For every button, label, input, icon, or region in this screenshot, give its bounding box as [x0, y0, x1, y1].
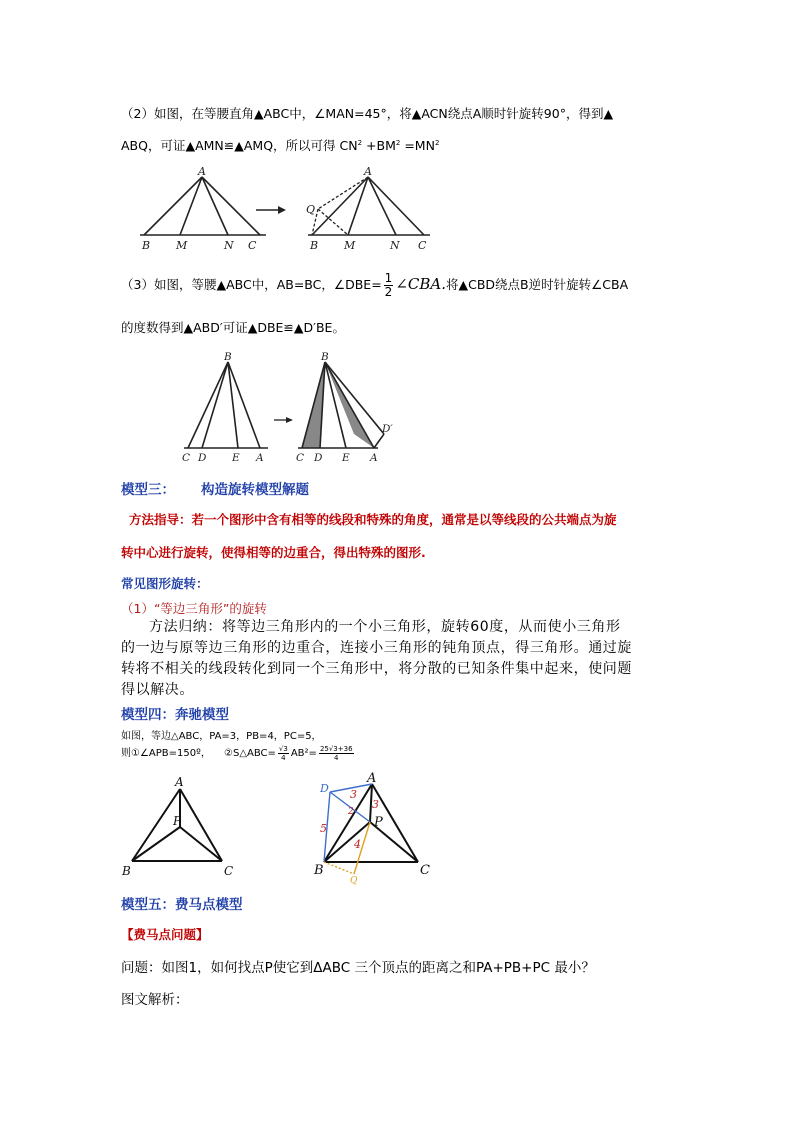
fig1-label-B: B — [142, 239, 151, 252]
fig2-label-Dprime: D′ — [382, 423, 393, 435]
benz-left-A: A — [175, 775, 184, 789]
benz-right-C: C — [420, 863, 430, 878]
benz-right-n4: 4 — [354, 838, 361, 851]
fig2-label-E2: E — [342, 452, 350, 464]
fig2-label-B: B — [224, 351, 232, 363]
model3-heading: 模型三： 构造旋转模型解题 — [121, 482, 309, 498]
benz-left-C: C — [224, 864, 234, 878]
benz-right-A: A — [367, 771, 377, 786]
fig1-label-A2: A — [364, 165, 372, 178]
s3-line1: （3）如图，等腰▲ABC中，AB=BC，∠DBE= $\frac{1}{2}$ ∠CBA.将▲CBD绕点B逆时针旋转∠CBA — [121, 271, 629, 299]
benz-right-B: B — [314, 863, 324, 878]
fig2-label-C: C — [182, 452, 191, 464]
model3-summary — [121, 617, 681, 701]
figure-benz-right — [310, 770, 440, 885]
benz-right-D: D — [320, 782, 329, 795]
figure-rotation-isosceles-right — [120, 165, 440, 255]
fig1-label-M: M — [176, 239, 188, 252]
fig1-label-Q: Q — [306, 203, 316, 216]
summary-line-2: 的一边与原等边三角形的边重合，连接小三角形的钝角顶点，得三角形。通过旋 — [121, 640, 632, 656]
s2-line2: ABQ，可证▲AMN≌▲AMQ，所以可得 $CN^2 +BM^2 =MN^2$ — [121, 138, 440, 153]
fig2-label-D: D — [198, 452, 207, 464]
fig1-label-B2: B — [310, 239, 319, 252]
model3-method-line2: 转中心进行旋转，使得相等的边重合，得出特殊的图形. — [121, 545, 426, 560]
fig2-label-A: A — [256, 452, 264, 464]
fig1-label-C: C — [248, 239, 257, 252]
summary-line-4: 得以解决。 — [121, 682, 194, 698]
figure-benz-left — [118, 775, 248, 880]
model4-line2: 则①∠APB=150º， ②S△ABC= $\frac{√3}{4} AB^2=$ $\frac{25√3+36}{4}$ — [121, 744, 353, 762]
benz-right-P: P — [374, 815, 383, 830]
s2-line1: （2）如图，在等腰直角▲ABC中，∠MAN=45°，将▲ACN绕点A顺时针旋转90°，得到▲ — [121, 106, 614, 121]
summary-line-3: 转将不相关的线段转化到同一个三角形中，将分散的已知条件集中起来，使问题 — [121, 661, 632, 677]
model4-line1: 如图，等边△ABC，PA=3，PB=4，PC=5， — [121, 731, 322, 742]
s3-fraction: $\frac{1}{2}$ — [384, 271, 393, 299]
model4-heading: 模型四：奔驰模型 — [121, 707, 229, 723]
fig2-label-B2: B — [321, 351, 329, 363]
benz-right-n3b: 3 — [372, 798, 379, 811]
fig2-label-D2: D — [314, 452, 323, 464]
fig1-label-M2: M — [344, 239, 356, 252]
model3-common: 常见图形旋转： — [121, 576, 209, 591]
benz-left-B: B — [122, 864, 131, 878]
benz-right-n3a: 3 — [350, 788, 357, 801]
model3-method-line1: 方法指导：若一个图形中含有相等的线段和特殊的角度，通常是以等线段的公共端点为旋 — [129, 512, 617, 527]
benz-right-Q: Q — [350, 876, 358, 885]
model5-question: 问题：如图1，如何找点P使它到ΔABC 三个顶点的距离之和PA+PB+PC 最小？ — [121, 960, 595, 976]
fig1-label-C2: C — [418, 239, 427, 252]
benz-right-n5: 5 — [320, 822, 327, 835]
model3-item1: （1）“等边三角形”的旋转 — [121, 601, 267, 616]
figure-rotation-isosceles — [178, 350, 398, 465]
fig1-label-N2: N — [390, 239, 400, 252]
fig1-label-A: A — [198, 165, 206, 178]
fig2-label-C2: C — [296, 452, 305, 464]
fig2-label-A2: A — [370, 452, 378, 464]
benz-right-n2: 2 — [348, 807, 354, 817]
fig1-label-N: N — [224, 239, 234, 252]
s3-line2: 的度数得到▲ABD′可证▲DBE≌▲D′BE。 — [121, 320, 345, 335]
model5-heading: 模型五：费马点模型 — [121, 897, 243, 913]
benz-left-P: P — [173, 814, 182, 828]
model5-bracket: 【费马点问题】 — [121, 927, 209, 942]
fig2-label-E: E — [232, 452, 240, 464]
model5-analysis: 图文解析： — [121, 992, 189, 1008]
summary-line-1: 方法归纳：将等边三角形内的一个小三角形，旋转60度，从而使小三角形 — [149, 619, 621, 635]
